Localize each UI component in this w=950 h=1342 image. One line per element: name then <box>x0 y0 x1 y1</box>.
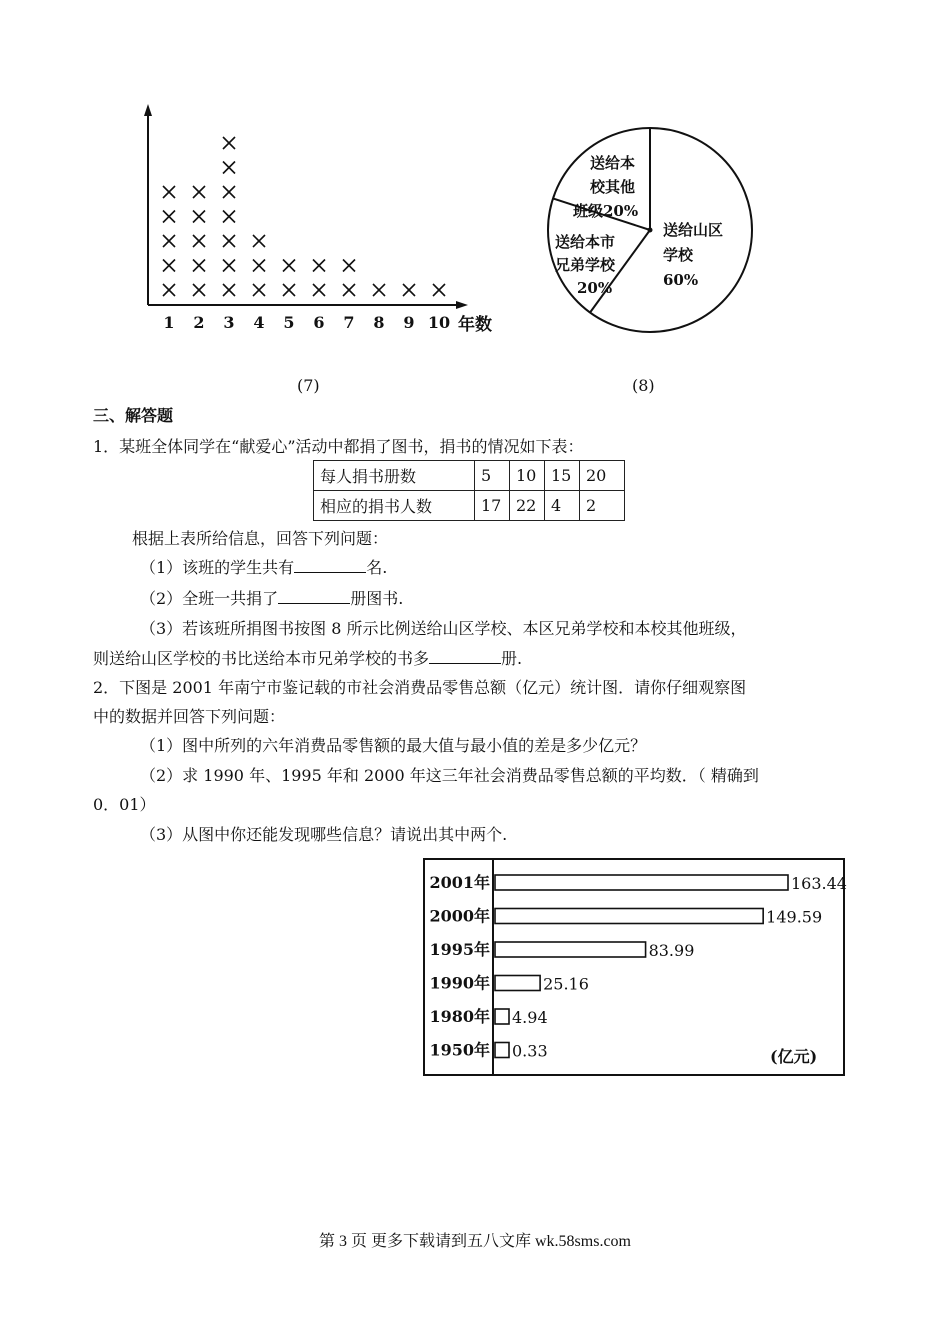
q1-part1 <box>140 557 387 578</box>
sales-bar-chart <box>420 855 850 1080</box>
q1-part2-text: （2）全班一共捐了 <box>140 589 279 608</box>
cross-mark <box>193 186 205 198</box>
cross-mark <box>163 211 175 223</box>
figure7-caption: (7) <box>297 376 320 395</box>
cross-mark <box>253 235 265 247</box>
cross-mark <box>163 284 175 296</box>
q1-part3: （3）若该班所捐图书按图 8 所示比例送给山区学校、本区兄弟学校和本校其他班级， <box>140 619 747 638</box>
pie-label-brother-line3: 20% <box>577 279 613 297</box>
q2-part2-line1: （2）求 1990 年、1995 年和 2000 年这三年社会消费品零售总额的平均数．（ 精确到 <box>140 766 759 785</box>
pie-label-brother-line2: 兄弟学校 <box>555 256 616 274</box>
cross-mark <box>343 260 355 272</box>
bar <box>495 1043 509 1058</box>
q1-part3-text: 则送给山区学校的书比送给本市兄弟学校的书多 <box>93 649 430 668</box>
table-cell: 2 <box>580 491 625 521</box>
x-tick-label: 5 <box>283 313 295 332</box>
bar <box>495 909 763 924</box>
bar <box>495 875 788 890</box>
q1-part1-text: （1）该班的学生共有 <box>140 558 295 577</box>
table-cell: 17 <box>475 491 510 521</box>
bar-chart-unit: (亿元) <box>770 1047 818 1066</box>
q2-part2-line2: 0．01） <box>93 795 156 814</box>
table-cell: 相应的捐书人数 <box>314 491 475 521</box>
pie-label-mountain-line3: 60% <box>663 271 699 289</box>
cross-mark <box>193 211 205 223</box>
cross-mark <box>193 284 205 296</box>
bar-category-label: 1990年 <box>429 973 490 993</box>
cross-mark <box>283 284 295 296</box>
cross-mark <box>163 235 175 247</box>
cross-mark <box>223 162 235 174</box>
bar-category-label: 1995年 <box>429 940 490 959</box>
cross-mark <box>223 186 235 198</box>
x-tick-label: 10 <box>427 313 451 332</box>
bar-value-label: 149.59 <box>766 907 823 927</box>
table-cell: 20 <box>580 461 625 491</box>
cross-mark <box>223 137 235 149</box>
table-cell: 22 <box>510 491 545 521</box>
q2-stem-line2: 中的数据并回答下列问题： <box>93 707 286 726</box>
cross-mark <box>313 284 325 296</box>
figure7-chart <box>130 100 510 345</box>
figure8-caption: (8) <box>632 376 655 395</box>
bar-category-label: 2001年 <box>429 873 490 892</box>
bar-value-label: 83.99 <box>648 941 695 960</box>
cross-mark <box>343 284 355 296</box>
pie-label-mountain-line2: 学校 <box>663 246 694 264</box>
q2-stem-line1: 2．下图是 2001 年南宁市鉴记载的市社会消费品零售总额（亿元）统计图．请你仔细观察图 <box>93 678 747 697</box>
bar <box>495 1009 509 1024</box>
pie-label-class-line1: 送给本 <box>590 154 636 172</box>
figure7-axes <box>144 104 468 309</box>
pie-label-class-line2: 校其他 <box>590 178 636 196</box>
pie-center <box>648 228 653 233</box>
bar <box>495 942 646 957</box>
x-tick-label: 7 <box>343 313 355 332</box>
q1-part3-unit: 册. <box>501 649 523 668</box>
pie-label-mountain-line1: 送给山区 <box>663 221 724 239</box>
answer-blank[interactable] <box>278 588 350 604</box>
bar-category-label: 1980年 <box>429 1007 490 1026</box>
q1-intro: 根据上表所给信息，回答下列问题： <box>132 529 389 548</box>
cross-mark <box>253 284 265 296</box>
pie-label-class-line3: 班级20% <box>573 202 639 220</box>
cross-mark <box>373 284 385 296</box>
x-tick-label: 9 <box>403 313 415 332</box>
section-title: 三、解答题 <box>93 406 174 425</box>
cross-mark <box>193 235 205 247</box>
cross-mark <box>403 284 415 296</box>
bar-value-label: 163.44 <box>791 874 847 893</box>
table-cell: 每人捐书册数 <box>314 461 475 491</box>
bar-category-label: 2000年 <box>429 906 490 926</box>
table-row <box>314 461 625 491</box>
cross-mark <box>223 260 235 272</box>
figure8-chart <box>535 115 775 345</box>
table-cell: 10 <box>510 461 545 491</box>
x-tick-label: 4 <box>253 313 265 332</box>
bar-value-label: 25.16 <box>543 974 589 994</box>
cross-mark <box>193 260 205 272</box>
cross-mark <box>163 260 175 272</box>
answer-blank[interactable] <box>294 557 366 573</box>
x-tick-label: 1 <box>163 313 175 332</box>
bar-value-label: 0.33 <box>512 1041 548 1061</box>
page-footer: 第 3 页 更多下载请到五八文库 wk.58sms.com <box>318 1233 631 1250</box>
cross-mark <box>223 211 235 223</box>
bar-category-label: 1950年 <box>429 1040 490 1060</box>
answer-blank[interactable] <box>429 648 501 664</box>
x-tick-label: 2 <box>193 313 205 332</box>
x-tick-label: 8 <box>373 313 385 332</box>
q1-donation-table <box>313 460 625 521</box>
table-cell: 5 <box>475 461 510 491</box>
pie-label-brother-line1: 送给本市 <box>555 233 616 251</box>
cross-mark <box>253 260 265 272</box>
q1-stem: 1．某班全体同学在“献爱心”活动中都捐了图书，捐书的情况如下表： <box>93 437 584 456</box>
x-tick-label: 6 <box>313 313 325 332</box>
q2-part1: （1）图中所列的六年消费品零售额的最大值与最小值的差是多少亿元？ <box>140 736 647 755</box>
bar <box>495 976 540 991</box>
figure7-axis-label: 年数 <box>458 315 492 335</box>
cross-mark <box>283 260 295 272</box>
table-cell: 4 <box>545 491 580 521</box>
cross-mark <box>163 186 175 198</box>
q1-part1-unit: 名. <box>366 558 388 577</box>
table-row <box>314 491 625 521</box>
cross-mark <box>433 284 445 296</box>
table-cell: 15 <box>545 461 580 491</box>
q1-part2-unit: 册图书. <box>350 589 404 608</box>
q1-part3-cont <box>93 648 522 669</box>
cross-mark <box>223 284 235 296</box>
q2-part3: （3）从图中你还能发现哪些信息？请说出其中两个. <box>140 825 508 844</box>
cross-mark <box>223 235 235 247</box>
bar-value-label: 4.94 <box>512 1008 548 1027</box>
cross-mark <box>313 260 325 272</box>
x-tick-label: 3 <box>223 313 235 332</box>
q1-part2 <box>140 588 403 609</box>
